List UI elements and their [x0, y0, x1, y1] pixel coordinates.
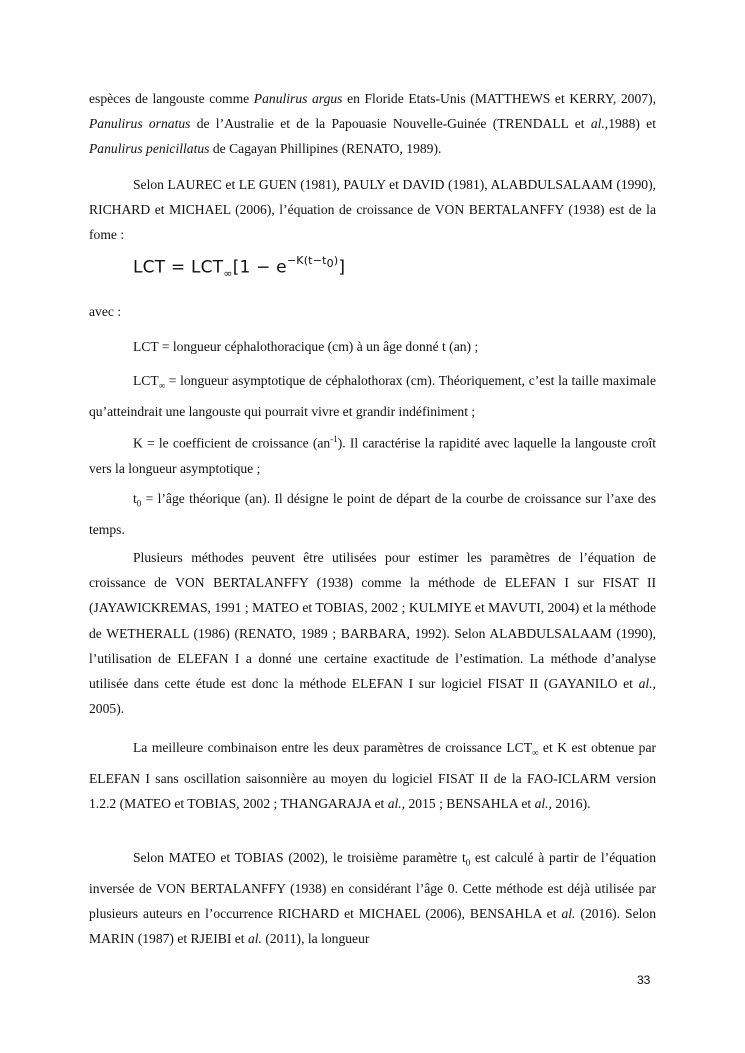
definition-t0: $t_0$ = l’âge théorique (an). Il désigne le point de départ de la courbe de croissance sur l’axe des temps. — [89, 491, 656, 537]
page-number: 33 — [637, 973, 651, 987]
paragraph-best-combination: La meilleure combinaison entre les deux paramètres de croissance $LCT_\infty$ et K est obtenue par ELEFAN I sans oscillation saisonnière au moyen du logiciel FISAT II de la FAO-ICLARM version 1.2.2 (MATEO et TOBIAS, 2002 ; THANGARAJA et al., 2015 ; BENSAHLA et al., 2016). — [89, 740, 656, 812]
paragraph-methods: Plusieurs méthodes peuvent être utilisées pour estimer les paramètres de l’équation de croissance de VON BERTALANFFY (1938) comme la méthode de ELEFAN I sur FISAT II (JAYAWICKREMAS, 1991 ; MATEO et TOBIAS, 2002 ; KULMIYE et MAVUTI, 2004) et la méthode de WETHERALL (1986) (RENATO, 1989 ; BARBARA, 1992). Selon ALABDULSALAAM (1990), l’utilisation de ELEFAN I a donné une certaine exactitude de l’estimation. La méthode d’analyse utilisée dans cette étude est donc la méthode ELEFAN I sur logiciel FISAT II (GAYANILO et al., 2005). — [89, 550, 656, 717]
avec-label: avec : — [89, 304, 122, 319]
paragraph-species: espèces de langouste comme Panulirus argus en Floride Etats-Unis (MATTHEWS et KERRY, 2007), Panulirus ornatus de l’Australie et de la Papouasie Nouvelle-Guinée (TRENDALL et al.,1988) et Panulirus penicillatus de Cagayan Phillipines (RENATO, 1989). — [89, 91, 656, 157]
von-bertalanffy-equation: LCT = $LCT_\infty[1 - e^{-K(t-t_0)}]$ — [133, 254, 346, 281]
paragraph-growth-equation-intro: Selon LAUREC et LE GUEN (1981), PAULY et DAVID (1981), ALABDULSALAAM (1990), RICHARD et MICHAEL (2006), l’équation de croissance de VON BERTALANFFY (1938) est de la fome : — [89, 177, 656, 243]
definition-lct-infinity: $LCT_\infty$ = longueur asymptotique de céphalothorax (cm). Théoriquement, c’est la taille maximale qu’atteindrait une langouste qui pourrait vivre et grandir indéfiniment ; — [89, 373, 656, 419]
definition-lct: LCT = longueur céphalothoracique (cm) à un âge donné t (an) ; — [133, 339, 479, 354]
definition-k: K = le coefficient de croissance $(an^{-1})$. Il caractérise la rapidité avec laquelle la langouste croît vers la longueur asymptotique ; — [89, 434, 656, 476]
paragraph-t0-calculation: Selon MATEO et TOBIAS (2002), le troisième paramètre $t_0$ est calculé à partir de l’équation inversée de VON BERTALANFFY (1938) en considérant l’âge 0. Cette méthode est déjà utilisée par plusieurs auteurs en l’occurrence RICHARD et MICHAEL (2006), BENSAHLA et al. (2016). Selon MARIN (1987) et RJEIBI et al. (2011), la longueur — [89, 850, 656, 947]
